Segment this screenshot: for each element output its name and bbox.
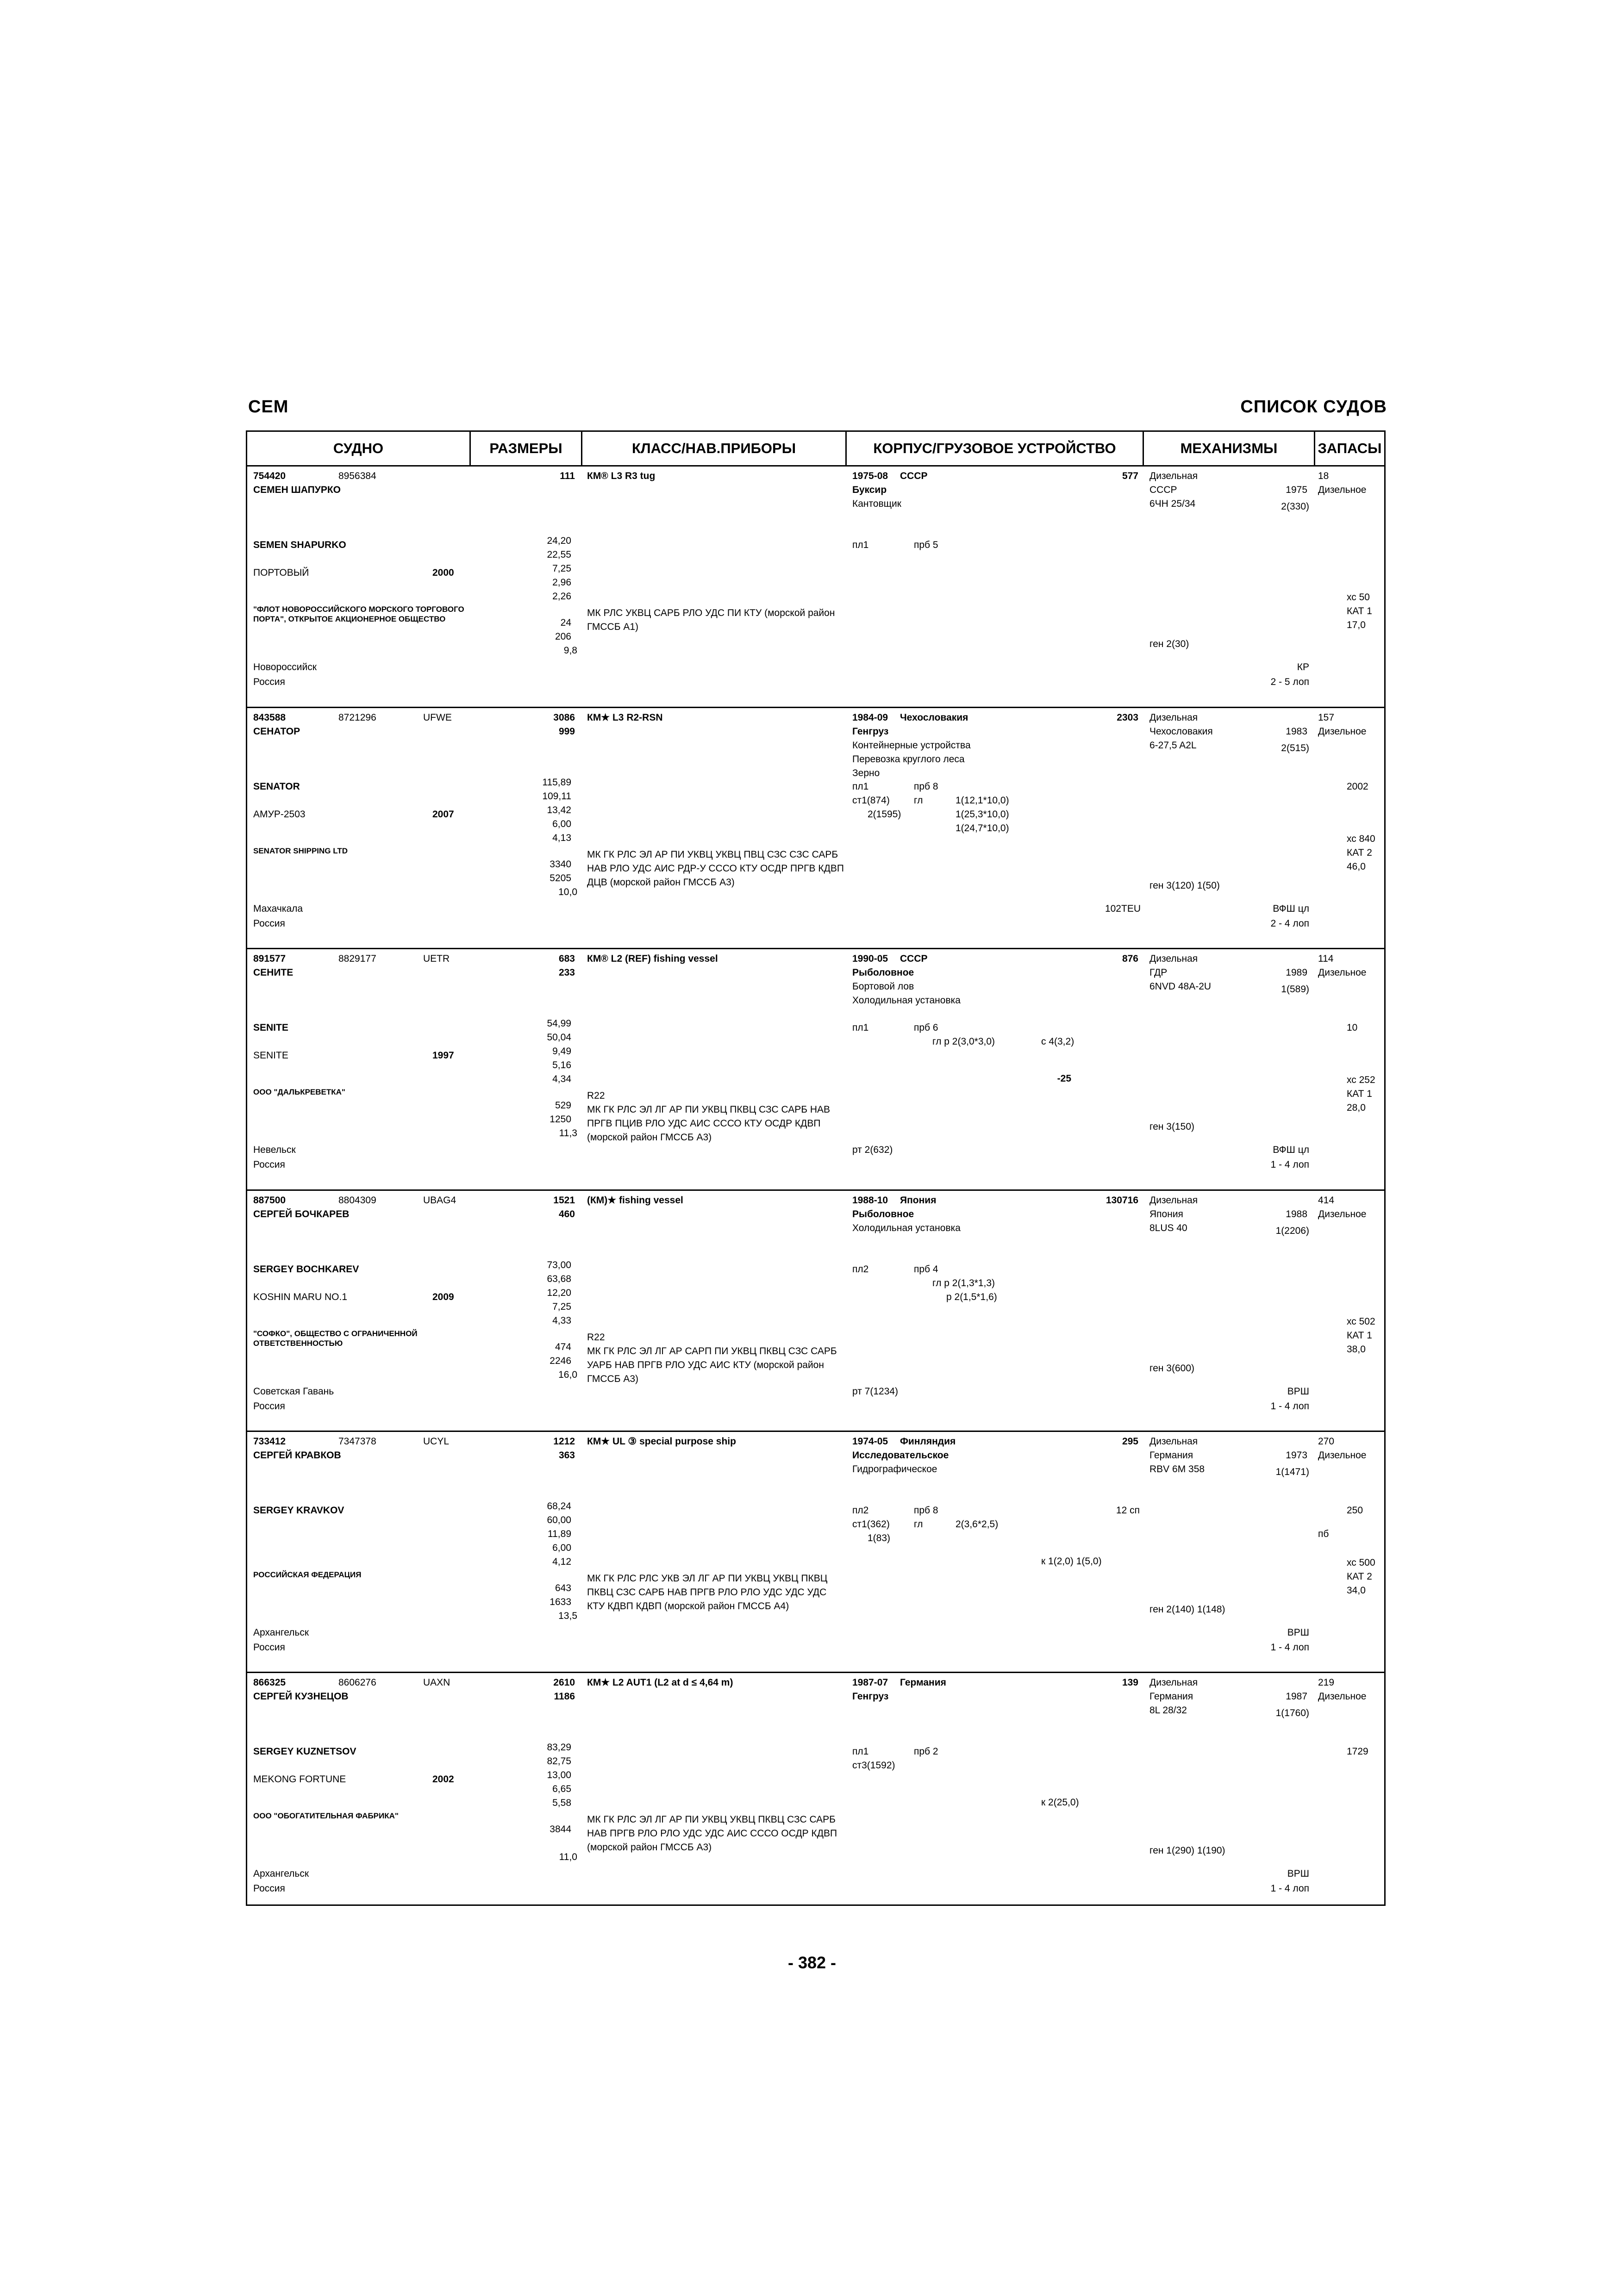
registry-number: 866325: [253, 1677, 286, 1688]
stores-mid-note: пб: [1318, 1529, 1329, 1539]
dimension-value: 2,26: [552, 591, 571, 602]
hatch-count: прб 8: [914, 1505, 938, 1516]
call-sign: UFWE: [423, 712, 452, 723]
dimension-value: 50,04: [547, 1032, 571, 1043]
capacity-value: 9,8: [563, 645, 577, 656]
navigation-equipment: МК РЛС УКВЦ САРБ РЛО УДС ПИ КТУ (морской район ГМССБ А1): [587, 608, 835, 632]
dimension-value: 11,89: [548, 1529, 571, 1539]
hull-description: Перевозка круглого леса: [852, 754, 965, 765]
cargo-hold-value: рт 2(632): [852, 1145, 893, 1155]
class-notation: КМ★ L2 AUT1 (L2 at d ≤ 4,64 m): [587, 1677, 733, 1688]
dimension-value: 2,96: [552, 577, 571, 588]
capacity-value: 474: [555, 1342, 571, 1352]
engine-year: 1987: [1286, 1691, 1307, 1702]
hull-number: 130716: [1106, 1195, 1138, 1206]
call-sign: UETR: [423, 953, 450, 964]
build-country: Япония: [900, 1195, 937, 1206]
vessel-name-ru: СЕРГЕЙ БОЧКАРЕВ: [253, 1209, 350, 1220]
engine-year: 1988: [1286, 1209, 1307, 1220]
stores-category: КАТ 2: [1347, 1571, 1372, 1582]
stores-xc: хс 50: [1347, 592, 1370, 603]
net-tonnage: 363: [558, 1450, 575, 1461]
vessel-name-en: SENITE: [253, 1022, 288, 1033]
dimension-value: 68,24: [547, 1501, 571, 1512]
propulsion-type: ВФШ цл: [1273, 903, 1309, 914]
navigation-equipment: МК ГК РЛС РЛС УКВ ЭЛ ЛГ АР ПИ УКВЦ УКВЦ ПКВЦ ПКВЦ СЗС САРБ НАВ ПРГВ РЛО РЛО УДС УДС УДС КТУ КДВП КДВП (морской район ГМССБ А4): [587, 1573, 828, 1612]
engine-year: 1975: [1286, 485, 1307, 495]
owner-name: ООО "ДАЛЬКРЕВЕТКА": [253, 1088, 345, 1096]
previous-name: MEKONG FORTUNE: [253, 1774, 346, 1785]
engine-country: Германия: [1149, 1450, 1193, 1461]
registry-number: 891577: [253, 953, 286, 964]
engine-power: 1(589): [1281, 984, 1309, 995]
stores-xc: хс 840: [1347, 834, 1375, 844]
vessel-type: Генгруз: [852, 1691, 889, 1702]
engine-year: 1983: [1286, 726, 1307, 737]
class-notation: КМ★ L3 R2-RSN: [587, 712, 663, 723]
hatch-count: гл: [914, 795, 923, 806]
propellers: 2 - 5 лоп: [1270, 677, 1309, 687]
hatch-size: 1(12,1*10,0): [956, 795, 1009, 806]
ice-minus-value: -25: [1057, 1073, 1071, 1084]
stores-mid: 2002: [1347, 781, 1368, 792]
build-country: Германия: [900, 1677, 946, 1688]
registry-number: 733412: [253, 1436, 286, 1447]
hull-description: Холодильная установка: [852, 1223, 961, 1233]
home-port: Новороссийск: [253, 662, 317, 672]
imo-number: 8721296: [338, 712, 376, 723]
home-port: Советская Гавань: [253, 1386, 334, 1397]
hull-description: Гидрографическое: [852, 1464, 937, 1475]
dimension-value: 7,25: [552, 1301, 571, 1312]
dimension-value: 83,29: [547, 1742, 571, 1753]
dimension-value: 109,11: [542, 791, 571, 802]
column-header-class: КЛАСС/НАВ.ПРИБОРЫ: [581, 432, 845, 465]
hatch-count: прб 8: [914, 781, 938, 792]
deck-value: пл1: [852, 1746, 869, 1757]
dimension-value: 6,65: [552, 1784, 571, 1794]
fuel-type: Дизельное: [1318, 1209, 1367, 1220]
build-year: 1975-08: [852, 471, 888, 481]
engine-type: Дизельная: [1149, 471, 1198, 481]
dimension-value: 12,20: [547, 1288, 571, 1298]
engine-type: Дизельная: [1149, 712, 1198, 723]
deck-value: пл1: [852, 540, 869, 550]
capacity-value: 206: [555, 631, 571, 642]
build-year: 1984-09: [852, 712, 888, 723]
deck-value: 1(83): [868, 1533, 891, 1543]
gross-tonnage: 683: [558, 953, 575, 964]
home-port: Махачкала: [253, 903, 303, 914]
navigation-equipment: МК ГК РЛС ЭЛ ЛГ АР ПИ УКВЦ УКВЦ ПКВЦ СЗС САРБ НАВ ПРГВ РЛО РЛО УДС УДС АИС СССО ОСДР КДВП (морской район ГМССБ А3): [587, 1814, 837, 1853]
engine-country: Германия: [1149, 1691, 1193, 1702]
flag-country: Россия: [253, 1401, 285, 1412]
engine-power: 2(330): [1281, 501, 1309, 512]
dimension-value: 9,49: [552, 1046, 571, 1057]
page-header-left: СЕМ: [248, 397, 289, 417]
generators: ген 2(140) 1(148): [1149, 1604, 1225, 1615]
hull-description: Бортовой лов: [852, 981, 914, 992]
dimension-value: 22,55: [547, 549, 571, 560]
gross-tonnage: 2610: [553, 1677, 575, 1688]
dimension-value: 13,00: [547, 1770, 571, 1780]
vessel-name-ru: СЕНАТОР: [253, 726, 300, 737]
engine-country: Япония: [1149, 1209, 1183, 1220]
capacity-value: 11,0: [559, 1852, 577, 1862]
ship-record: [247, 1191, 1384, 1432]
stores-mid: 250: [1347, 1505, 1363, 1516]
build-year: 1990-05: [852, 953, 888, 964]
engine-power: 1(1471): [1275, 1467, 1309, 1477]
engine-model: 6-27,5 A2L: [1149, 740, 1197, 751]
container-capacity: 102TEU: [1105, 903, 1141, 914]
previous-name-year: 2009: [432, 1292, 454, 1302]
call-sign: UCYL: [423, 1436, 450, 1447]
ship-register-table: [246, 430, 1386, 1906]
call-sign: UBAG4: [423, 1195, 456, 1206]
cargo-hold-value: рт 7(1234): [852, 1386, 899, 1397]
hull-number: 577: [1122, 471, 1138, 481]
ship-record: [247, 949, 1384, 1191]
gross-tonnage: 3086: [553, 712, 575, 723]
stores-category: КАТ 2: [1347, 847, 1372, 858]
table-header: [247, 432, 1384, 467]
capacity-value: 1633: [550, 1597, 571, 1607]
hull-number: 139: [1122, 1677, 1138, 1688]
owner-name: "СОФКО", ОБЩЕСТВО С ОГРАНИЧЕННОЙ ОТВЕТСТВЕННОСТЬЮ: [253, 1329, 418, 1348]
dimension-value: 115,89: [542, 777, 571, 788]
deck-value: ст1(362): [852, 1519, 890, 1530]
hatch-size: 2(3,6*2,5): [956, 1519, 999, 1530]
deck-value: ст1(874): [852, 795, 890, 806]
class-notation: КМ® L3 R3 tug: [587, 471, 656, 481]
ship-record: [247, 1432, 1384, 1673]
dimension-value: 5,58: [552, 1798, 571, 1808]
ship-record: [247, 467, 1384, 708]
vessel-name-en: SERGEY KRAVKOV: [253, 1505, 344, 1516]
hatch-count: гл: [914, 1519, 923, 1530]
propellers: 1 - 4 лоп: [1270, 1159, 1309, 1170]
navigation-equipment: R22 МК ГК РЛС ЭЛ ЛГ АР ПИ УКВЦ ПКВЦ СЗС САРБ НАВ ПРГВ ПЦИВ РЛО УДС АИС СССО КТУ ОСДР КДВП (морской район ГМССБ А3): [587, 1090, 831, 1143]
build-country: Финляндия: [900, 1436, 956, 1447]
capacity-value: 24: [560, 617, 571, 628]
vessel-type: Рыболовное: [852, 967, 914, 978]
fuel-type: Дизельное: [1318, 1450, 1367, 1461]
column-header-hull: КОРПУС/ГРУЗОВОЕ УСТРОЙСТВО: [845, 432, 1143, 465]
hatch-size: гл р 2(3,0*3,0): [932, 1036, 995, 1047]
capacity-value: 5205: [550, 873, 571, 884]
previous-name: АМУР-2503: [253, 809, 306, 820]
stores-mid: 10: [1347, 1022, 1358, 1033]
build-country: Чехословакия: [900, 712, 968, 723]
dimension-value: 4,13: [552, 833, 571, 843]
vessel-name-en: SEMEN SHAPURKO: [253, 540, 346, 550]
vessel-name-ru: СЕРГЕЙ КУЗНЕЦОВ: [253, 1691, 349, 1702]
hull-description: Зерно: [852, 768, 880, 778]
flag-country: Россия: [253, 1883, 285, 1894]
owner-name: "ФЛОТ НОВОРОССИЙСКОГО МОРСКОГО ТОРГОВОГО ПОРТА", ОТКРЫТОЕ АКЦИОНЕРНОЕ ОБЩЕСТВО: [253, 605, 464, 623]
vessel-name-en: SENATOR: [253, 781, 300, 792]
generators: ген 3(150): [1149, 1121, 1195, 1132]
generators: ген 2(30): [1149, 639, 1189, 649]
gross-tonnage: 1521: [553, 1195, 575, 1206]
column-header-machinery: МЕХАНИЗМЫ: [1143, 432, 1314, 465]
class-notation: КМ★ UL ③ special purpose ship: [587, 1436, 736, 1447]
hull-description: Кантовщик: [852, 498, 901, 509]
build-year: 1988-10: [852, 1195, 888, 1206]
hatch-size: 1(24,7*10,0): [956, 823, 1009, 834]
stores-xc: хс 252: [1347, 1075, 1375, 1085]
ship-record: [247, 1673, 1384, 1906]
previous-name-year: 2007: [432, 809, 454, 820]
column-header-vessel: СУДНО: [333, 440, 384, 456]
dimension-value: 60,00: [547, 1515, 571, 1525]
navigation-equipment: R22 МК ГК РЛС ЭЛ ЛГ АР САРП ПИ УКВЦ ПКВЦ СЗС САРБ УАРБ НАВ ПРГВ РЛО УДС АИС КТУ (морской район ГМССБ А3): [587, 1332, 837, 1384]
ship-record: [247, 708, 1384, 949]
vessel-name-ru: СЕМЕН ШАПУРКО: [253, 485, 341, 495]
propellers: 1 - 4 лоп: [1270, 1401, 1309, 1412]
propellers: 1 - 4 лоп: [1270, 1883, 1309, 1894]
previous-name: KOSHIN MARU NO.1: [253, 1292, 348, 1302]
hull-number: 295: [1122, 1436, 1138, 1447]
flag-country: Россия: [253, 677, 285, 687]
registry-number: 754420: [253, 471, 286, 481]
net-tonnage: 233: [558, 967, 575, 978]
stores-category: КАТ 1: [1347, 606, 1372, 616]
capacity-value: 1250: [550, 1114, 571, 1125]
hatch-count: прб 2: [914, 1746, 938, 1757]
engine-type: Дизельная: [1149, 953, 1198, 964]
capacity-value: 2246: [550, 1356, 571, 1366]
stores-top: 157: [1318, 712, 1335, 723]
engine-country: ГДР: [1149, 967, 1168, 978]
owner-name: SENATOR SHIPPING LTD: [253, 846, 348, 855]
generators: ген 3(120) 1(50): [1149, 880, 1220, 891]
previous-name-year: 2002: [432, 1774, 454, 1785]
hatch-size: 1(25,3*10,0): [956, 809, 1009, 820]
crane-info: с 4(3,2): [1041, 1036, 1074, 1047]
propulsion-type: ВРШ: [1287, 1868, 1309, 1879]
previous-name: SENITE: [253, 1050, 288, 1061]
hull-number: 876: [1122, 953, 1138, 964]
build-country: СССР: [900, 471, 928, 481]
class-notation: (КМ)★ fishing vessel: [587, 1195, 683, 1206]
call-sign: UAXN: [423, 1677, 450, 1688]
previous-name: ПОРТОВЫЙ: [253, 567, 309, 578]
net-tonnage: 1186: [554, 1691, 575, 1702]
dimension-value: 7,25: [552, 563, 571, 574]
engine-type: Дизельная: [1149, 1195, 1198, 1206]
page-header-right: СПИСОК СУДОВ: [1240, 397, 1387, 417]
hull-number: 2303: [1117, 712, 1138, 723]
vessel-name-en: SERGEY BOCHKAREV: [253, 1264, 359, 1275]
net-tonnage: 999: [558, 726, 575, 737]
vessel-name-ru: СЕНИТЕ: [253, 967, 294, 978]
vessel-type: Генгруз: [852, 726, 889, 737]
fuel-type: Дизельное: [1318, 967, 1367, 978]
dimension-value: 13,42: [547, 805, 571, 815]
deck-value: пл2: [852, 1505, 869, 1516]
stores-draft: 28,0: [1347, 1102, 1366, 1113]
imo-number: 8606276: [338, 1677, 376, 1688]
capacity-value: 3844: [550, 1824, 571, 1835]
vessel-type: Буксир: [852, 485, 887, 495]
dimension-value: 82,75: [547, 1756, 571, 1767]
fuel-type: Дизельное: [1318, 726, 1367, 737]
engine-model: RBV 6M 358: [1149, 1464, 1205, 1475]
deck-value: пл2: [852, 1264, 869, 1275]
owner-name: ООО "ОБОГАТИТЕЛЬНАЯ ФАБРИКА": [253, 1811, 399, 1820]
hatch-count: прб 4: [914, 1264, 938, 1275]
propellers: 2 - 4 лоп: [1270, 918, 1309, 929]
capacity-value: 529: [555, 1100, 571, 1111]
stores-category: КАТ 1: [1347, 1089, 1372, 1099]
engine-year: 1989: [1286, 967, 1307, 978]
engine-model: 6NVD 48A-2U: [1149, 981, 1212, 992]
propellers: 1 - 4 лоп: [1270, 1642, 1309, 1653]
vessel-type: Исследовательское: [852, 1450, 949, 1461]
dimension-value: 24,20: [547, 535, 571, 546]
engine-power: 1(1760): [1275, 1708, 1309, 1718]
dimension-value: 4,12: [552, 1556, 571, 1567]
engine-model: 8LUS 40: [1149, 1223, 1187, 1233]
engine-type: Дизельная: [1149, 1677, 1198, 1688]
previous-name-year: 1997: [432, 1050, 454, 1061]
hull-description: Холодильная установка: [852, 995, 961, 1006]
propulsion-type: КР: [1297, 662, 1309, 672]
engine-country: СССР: [1149, 485, 1177, 495]
crane-info: к 2(25,0): [1041, 1797, 1079, 1808]
stores-draft: 34,0: [1347, 1585, 1366, 1596]
generators: ген 1(290) 1(190): [1149, 1845, 1225, 1856]
side-note: 12 сп: [1116, 1505, 1140, 1516]
home-port: Архангельск: [253, 1627, 309, 1638]
hatch-size: гл р 2(1,3*1,3): [932, 1278, 995, 1288]
stores-top: 270: [1318, 1436, 1335, 1447]
stores-xc: хс 502: [1347, 1316, 1375, 1327]
build-country: СССР: [900, 953, 928, 964]
deck-value: 2(1595): [868, 809, 901, 820]
capacity-value: 16,0: [558, 1369, 577, 1380]
dimension-value: 4,34: [552, 1074, 571, 1084]
previous-name-year: 2000: [432, 567, 454, 578]
imo-number: 7347378: [338, 1436, 376, 1447]
engine-power: 2(515): [1281, 743, 1309, 753]
column-header-dimensions: РАЗМЕРЫ: [469, 432, 581, 465]
dimension-value: 73,00: [547, 1260, 571, 1270]
gross-tonnage: 1212: [553, 1436, 575, 1447]
owner-name: РОССИЙСКАЯ ФЕДЕРАЦИЯ: [253, 1570, 362, 1579]
dimension-value: 6,00: [552, 819, 571, 829]
class-notation: КМ® L2 (REF) fishing vessel: [587, 953, 718, 964]
engine-power: 1(2206): [1275, 1226, 1309, 1236]
propulsion-type: ВРШ: [1287, 1386, 1309, 1397]
imo-number: 8804309: [338, 1195, 376, 1206]
vessel-name-en: SERGEY KUZNETSOV: [253, 1746, 356, 1757]
engine-model: 8L 28/32: [1149, 1705, 1187, 1716]
stores-draft: 17,0: [1347, 620, 1366, 630]
imo-number: 8956384: [338, 471, 376, 481]
fuel-type: Дизельное: [1318, 485, 1367, 495]
registry-number: 843588: [253, 712, 286, 723]
build-year: 1987-07: [852, 1677, 888, 1688]
propulsion-type: ВФШ цл: [1273, 1145, 1309, 1155]
stores-category: КАТ 1: [1347, 1330, 1372, 1341]
stores-top: 114: [1318, 953, 1334, 964]
capacity-value: 3340: [550, 859, 571, 870]
dimension-value: 63,68: [547, 1274, 571, 1284]
dimension-value: 54,99: [547, 1018, 571, 1029]
fuel-type: Дизельное: [1318, 1691, 1367, 1702]
registry-number: 887500: [253, 1195, 286, 1206]
stores-draft: 38,0: [1347, 1344, 1366, 1355]
engine-country: Чехословакия: [1149, 726, 1213, 737]
hatch-count: прб 5: [914, 540, 938, 550]
dimension-value: 4,33: [552, 1315, 571, 1326]
stores-top: 219: [1318, 1677, 1335, 1688]
stores-draft: 46,0: [1347, 861, 1366, 872]
gross-tonnage: 111: [560, 471, 575, 481]
navigation-equipment: МК ГК РЛС ЭЛ АР ПИ УКВЦ УКВЦ ПВЦ СЗС СЗС САРБ НАВ РЛО УДС АИС РДР-У СССО КТУ ОСДР ПРГВ КДВП ДЦВ (морской район ГМССБ А3): [587, 849, 844, 888]
hull-description: Контейнерные устройства: [852, 740, 971, 751]
crane-info: к 1(2,0) 1(5,0): [1041, 1556, 1102, 1567]
imo-number: 8829177: [338, 953, 376, 964]
deck-value: ст3(1592): [852, 1760, 895, 1771]
engine-type: Дизельная: [1149, 1436, 1198, 1447]
hatch-count: прб 6: [914, 1022, 938, 1033]
page-number: - 382 -: [787, 1953, 837, 1972]
hatch-size: р 2(1,5*1,6): [946, 1292, 997, 1302]
capacity-value: 10,0: [558, 887, 577, 897]
capacity-value: 643: [555, 1583, 571, 1593]
stores-top: 414: [1318, 1195, 1335, 1206]
engine-model: 6ЧН 25/34: [1149, 498, 1196, 509]
deck-value: пл1: [852, 1022, 869, 1033]
dimension-value: 5,16: [552, 1060, 571, 1070]
flag-country: Россия: [253, 1159, 285, 1170]
net-tonnage: 460: [558, 1209, 575, 1220]
vessel-type: Рыболовное: [852, 1209, 914, 1220]
capacity-value: 13,5: [558, 1611, 577, 1621]
stores-top: 18: [1318, 471, 1329, 481]
capacity-value: 11,3: [559, 1128, 577, 1139]
engine-year: 1973: [1286, 1450, 1307, 1461]
deck-value: пл1: [852, 781, 869, 792]
stores-xc: хс 500: [1347, 1557, 1375, 1568]
home-port: Архангельск: [253, 1868, 309, 1879]
home-port: Невельск: [253, 1145, 296, 1155]
column-header-stores: ЗАПАСЫ: [1314, 432, 1384, 465]
flag-country: Россия: [253, 1642, 285, 1653]
build-year: 1974-05: [852, 1436, 888, 1447]
vessel-name-ru: СЕРГЕЙ КРАВКОВ: [253, 1450, 341, 1461]
dimension-value: 6,00: [552, 1543, 571, 1553]
stores-mid: 1729: [1347, 1746, 1368, 1757]
generators: ген 3(600): [1149, 1363, 1195, 1374]
flag-country: Россия: [253, 918, 285, 929]
propulsion-type: ВРШ: [1287, 1627, 1309, 1638]
